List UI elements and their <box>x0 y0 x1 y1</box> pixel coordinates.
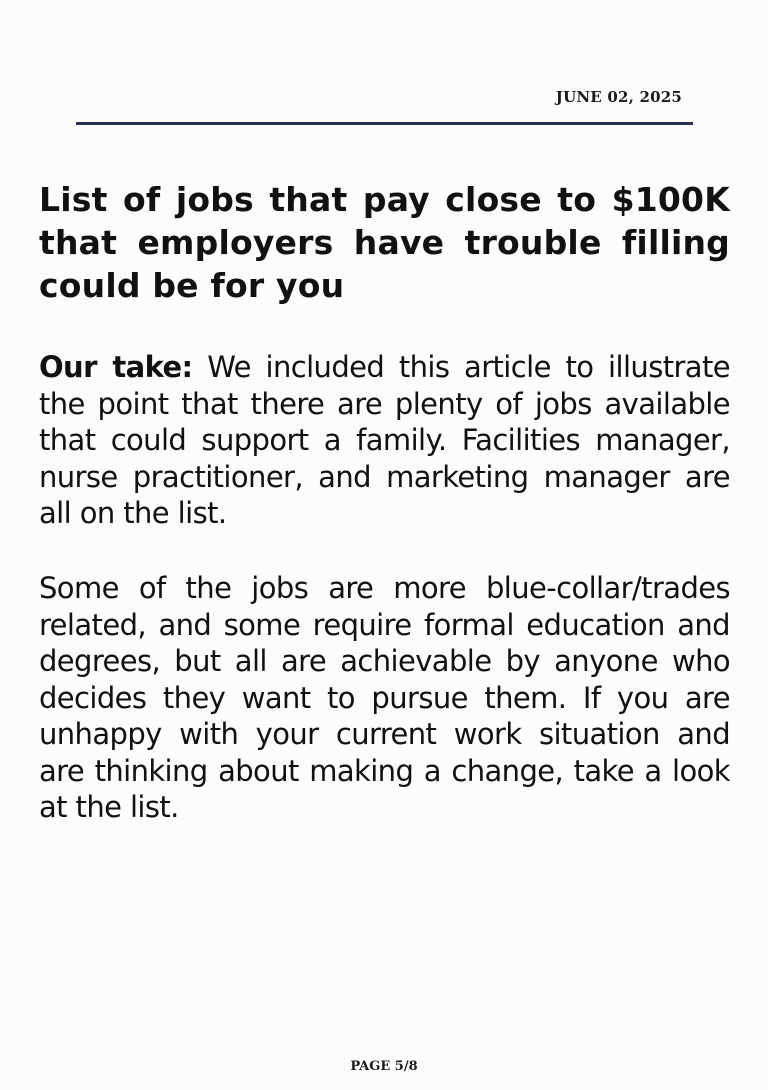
our-take-label: Our take: <box>39 350 193 384</box>
page-number: PAGE 5/8 <box>350 1059 418 1074</box>
body-paragraph: Some of the jobs are more blue-collar/trades related, and some require formal education and degrees, but all are achievable by anyone who decides they want to pursue them. If you are unhappy with your current work situation and are thinking about making a change, take a look at the list. <box>39 571 730 824</box>
header-divider <box>76 122 693 125</box>
article-title: List of jobs that pay close to $100K that employers have trouble filling could be for you <box>39 180 730 305</box>
our-take-paragraph <box>39 349 730 532</box>
our-take-text: We included this article to illustrate the point that there are plenty of jobs available that could support a family. Facilities manager, nurse practitioner, and marketing manager are all on the list. <box>39 350 730 530</box>
issue-date: JUNE 02, 2025 <box>555 88 682 106</box>
